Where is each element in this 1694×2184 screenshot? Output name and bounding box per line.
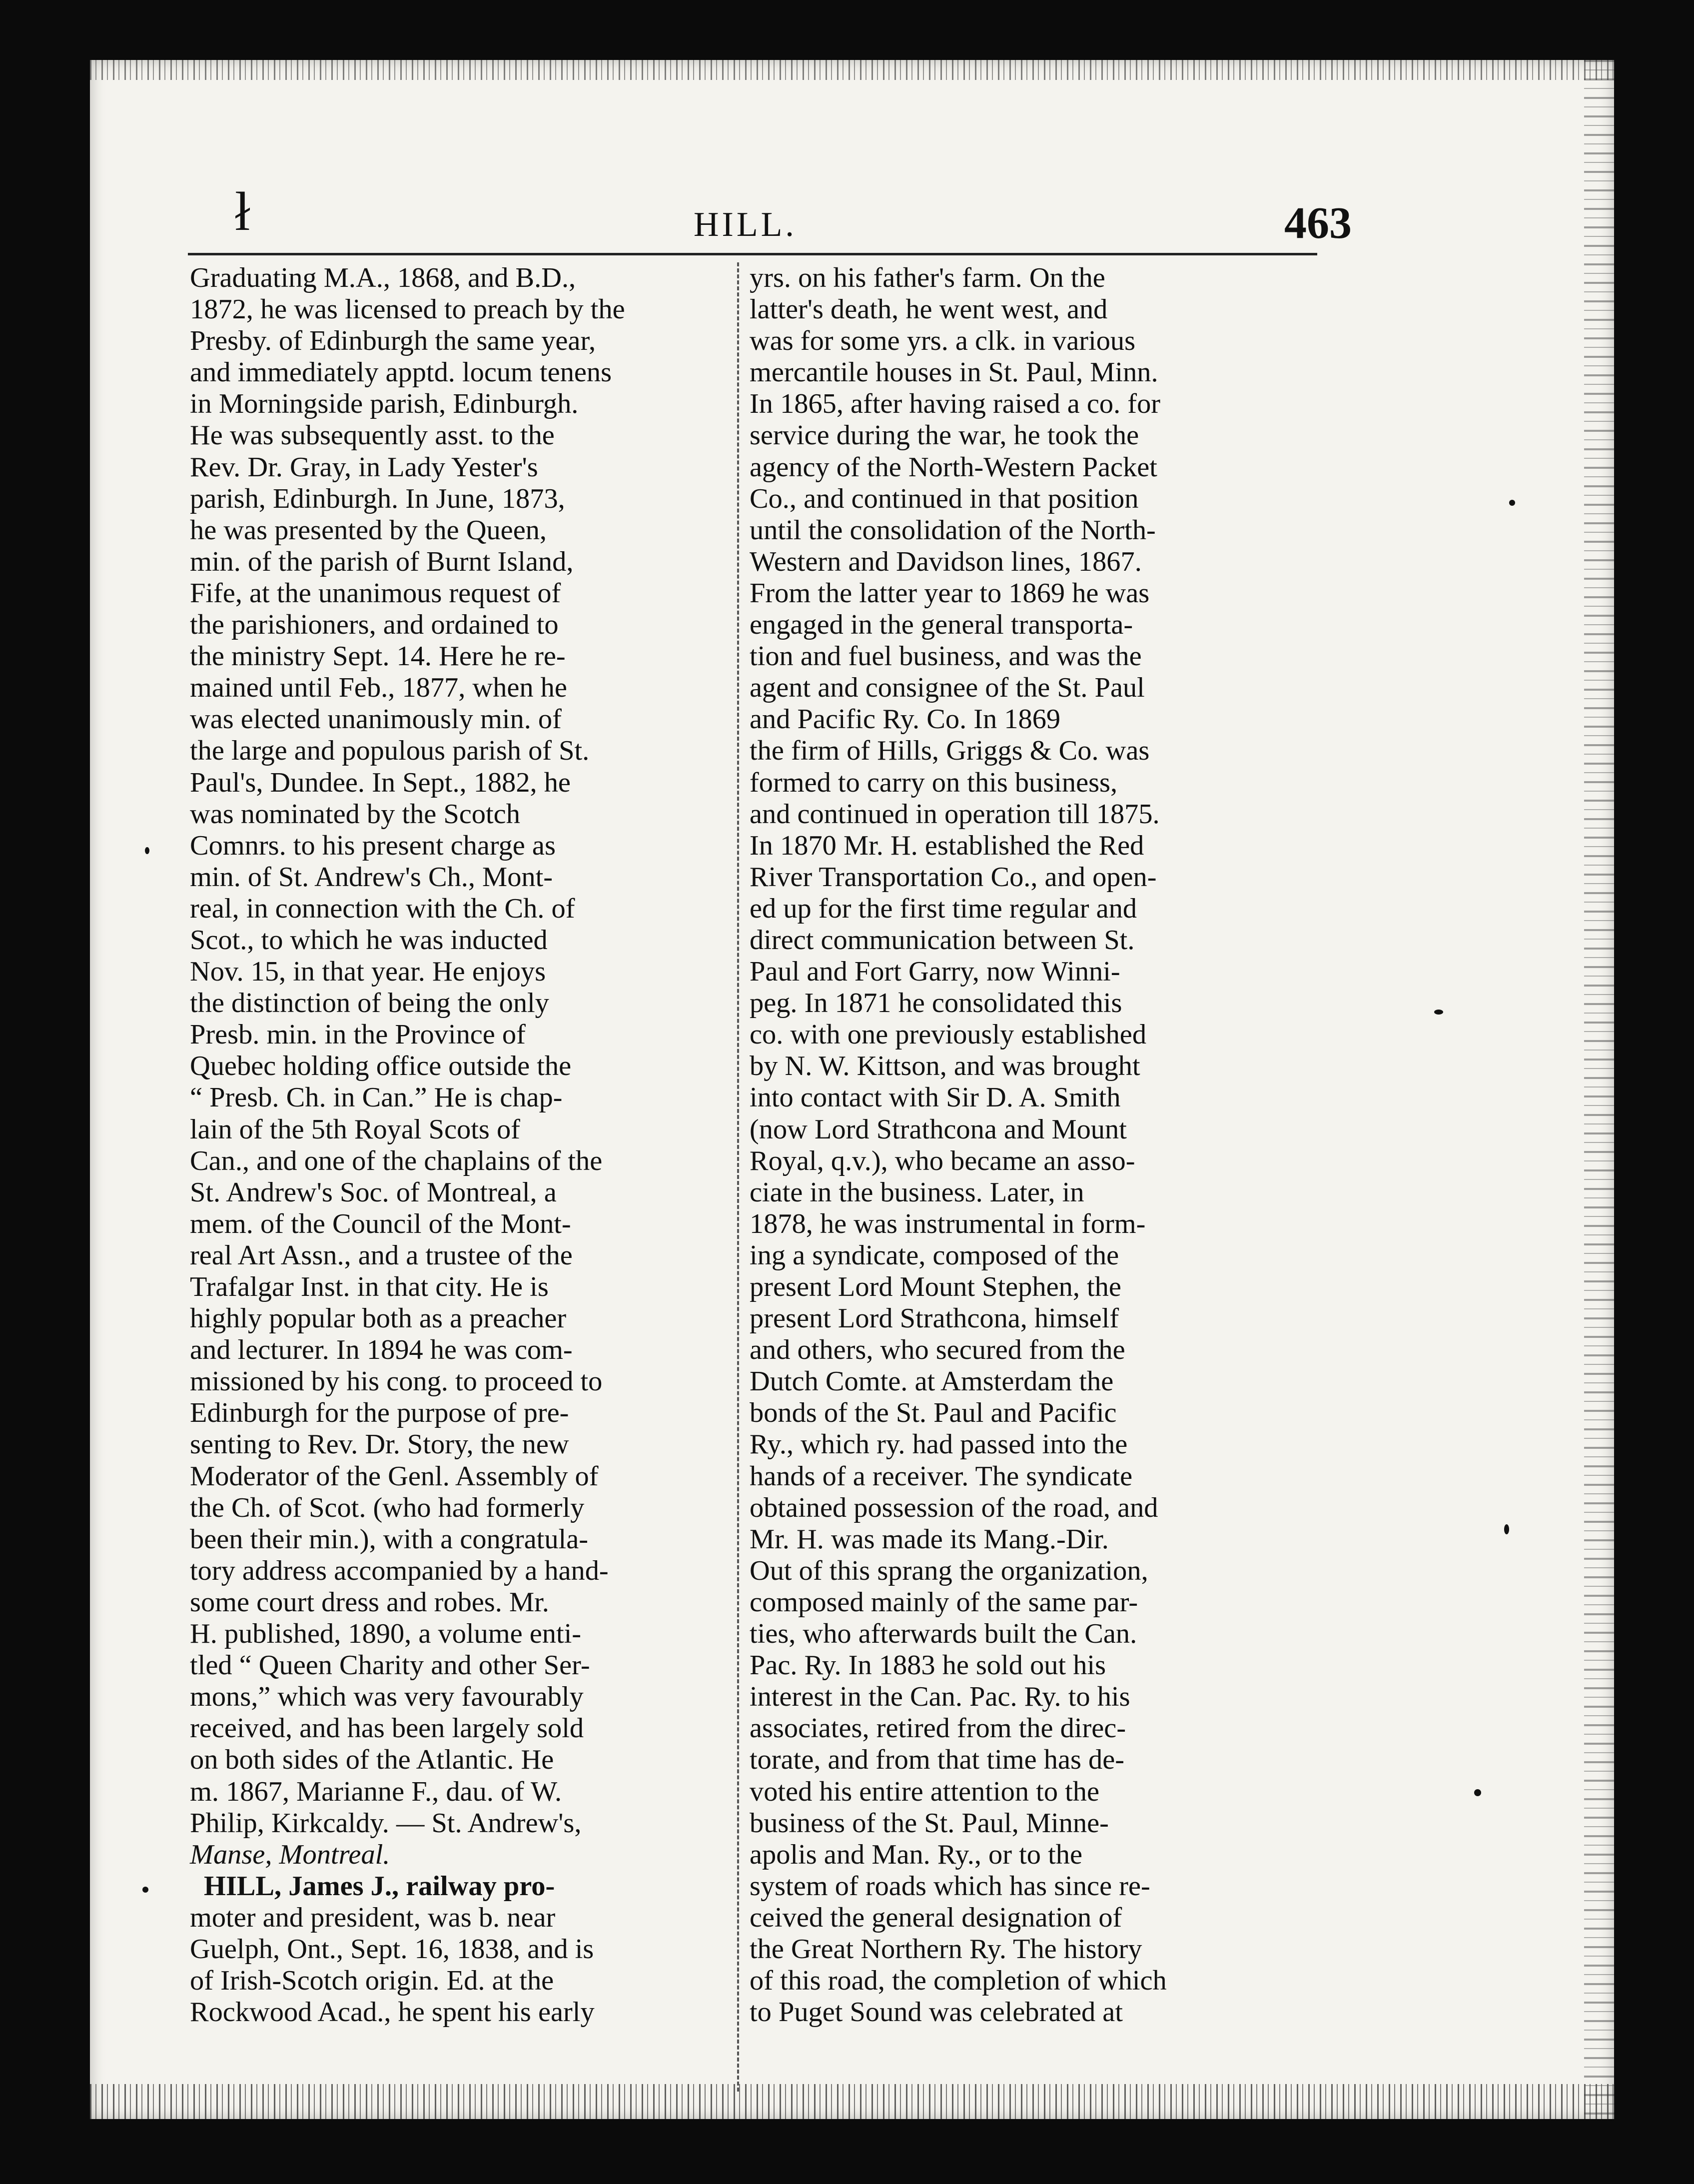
text-line: the Ch. of Scot. (who had formerly — [190, 1492, 585, 1523]
text-line: and continued in operation till 1875. — [750, 798, 1160, 830]
text-line: HILL, James J., railway pro- — [204, 1870, 555, 1902]
left-column — [190, 262, 730, 2028]
text-line: (now Lord Strathcona and Mount — [750, 1113, 1127, 1145]
running-head: HILL. — [694, 205, 797, 244]
text-line: ceived the general designation of — [750, 1902, 1122, 1933]
bottom-edge-noise — [90, 2084, 1614, 2119]
text-line: tion and fuel business, and was the — [750, 641, 1142, 672]
text-line: m. 1867, Marianne F., dau. of W. — [190, 1776, 562, 1807]
text-line: in Morningside parish, Edinburgh. — [190, 388, 579, 420]
text-line: tled “ Queen Charity and other Ser- — [190, 1650, 590, 1681]
text-line: torate, and from that time has de- — [750, 1744, 1125, 1776]
text-line: present Lord Strathcona, himself — [750, 1303, 1119, 1334]
text-line: Dutch Comte. at Amsterdam the — [750, 1366, 1114, 1397]
text-line: been their min.), with a congratula- — [190, 1523, 589, 1555]
text-line: the large and populous parish of St. — [190, 735, 590, 767]
right-column — [750, 262, 1289, 2028]
text-line: latter's death, he went west, and — [750, 294, 1108, 325]
text-line: peg. In 1871 he consolidated this — [750, 988, 1122, 1019]
text-line: the distinction of being the only — [190, 988, 549, 1019]
text-line: moter and president, was b. near — [190, 1902, 556, 1933]
text-line: associates, retired from the direc- — [750, 1713, 1126, 1744]
text-line: 1872, he was licensed to preach by the — [190, 294, 625, 325]
text-line: In 1870 Mr. H. established the Red — [750, 830, 1144, 861]
text-line: and others, who secured from the — [750, 1334, 1125, 1366]
text-line: by N. W. Kittson, and was brought — [750, 1051, 1140, 1082]
text-line: interest in the Can. Pac. Ry. to his — [750, 1681, 1130, 1713]
text-line: Philip, Kirkcaldy. — St. Andrew's, — [190, 1807, 582, 1839]
text-line: Can., and one of the chaplains of the — [190, 1145, 603, 1176]
text-line: to Puget Sound was celebrated at — [750, 1997, 1123, 2028]
text-line: Quebec holding office outside the — [190, 1051, 572, 1082]
text-line: yrs. on his father's farm. On the — [750, 262, 1105, 293]
text-line: Fife, at the unanimous request of — [190, 577, 561, 609]
scan-speck — [1504, 1524, 1509, 1534]
text-line: voted his entire attention to the — [750, 1776, 1100, 1807]
right-edge-noise — [1584, 60, 1614, 2119]
scan-speck — [142, 1887, 148, 1893]
scan-speck — [145, 847, 149, 854]
text-line: Royal, q.v.), who became an asso- — [750, 1145, 1135, 1176]
text-line: co. with one previously established — [750, 1019, 1147, 1051]
scanned-page — [90, 60, 1614, 2119]
text-line: ing a syndicate, composed of the — [750, 1239, 1119, 1271]
text-line: direct communication between St. — [750, 924, 1135, 956]
text-line: St. Andrew's Soc. of Montreal, a — [190, 1176, 557, 1208]
text-line: agency of the North-Western Packet — [750, 451, 1157, 483]
text-line: Comnrs. to his present charge as — [190, 830, 556, 861]
text-line: missioned by his cong. to proceed to — [190, 1366, 603, 1397]
scan-speck — [1509, 500, 1515, 506]
text-line: mons,” which was very favourably — [190, 1681, 584, 1713]
text-line: on both sides of the Atlantic. He — [190, 1744, 554, 1776]
text-line: Graduating M.A., 1868, and B.D., — [190, 262, 576, 293]
text-line: Presby. of Edinburgh the same year, — [190, 325, 596, 357]
text-line: the Great Northern Ry. The history — [750, 1933, 1142, 1965]
text-line: From the latter year to 1869 he was — [750, 577, 1150, 609]
text-line: was nominated by the Scotch — [190, 798, 520, 830]
text-line: Paul and Fort Garry, now Winni- — [750, 956, 1120, 988]
text-line: Out of this sprang the organization, — [750, 1555, 1148, 1586]
text-line: min. of St. Andrew's Ch., Mont- — [190, 861, 553, 893]
text-line: Mr. H. was made its Mang.-Dir. — [750, 1523, 1109, 1555]
text-line: mained until Feb., 1877, when he — [190, 672, 567, 704]
text-line: min. of the parish of Burnt Island, — [190, 546, 574, 577]
text-line: was for some yrs. a clk. in various — [750, 325, 1136, 357]
text-line: obtained possession of the road, and — [750, 1492, 1158, 1523]
text-line: Co., and continued in that position — [750, 483, 1139, 514]
text-line: ciate in the business. Later, in — [750, 1176, 1084, 1208]
text-line: and Pacific Ry. Co. In 1869 — [750, 704, 1061, 735]
text-line: Manse, Montreal. — [190, 1839, 390, 1870]
text-line: lain of the 5th Royal Scots of — [190, 1113, 520, 1145]
text-line: highly popular both as a preacher — [190, 1303, 567, 1334]
text-line: Rev. Dr. Gray, in Lady Yester's — [190, 451, 538, 483]
text-line: Pac. Ry. In 1883 he sold out his — [750, 1650, 1106, 1681]
text-line: In 1865, after having raised a co. for — [750, 388, 1161, 420]
text-line: business of the St. Paul, Minne- — [750, 1807, 1109, 1839]
page-number: 463 — [1284, 198, 1352, 248]
text-line: of this road, the completion of which — [750, 1965, 1167, 1997]
text-line: system of roads which has since re- — [750, 1870, 1150, 1902]
text-line: he was presented by the Queen, — [190, 514, 547, 546]
text-line: engaged in the general transporta- — [750, 609, 1133, 641]
text-line: tory address accompanied by a hand- — [190, 1555, 609, 1586]
text-line: mercantile houses in St. Paul, Minn. — [750, 357, 1158, 388]
text-line: agent and consignee of the St. Paul — [750, 672, 1145, 704]
text-line: of Irish-Scotch origin. Ed. at the — [190, 1965, 554, 1997]
text-line: service during the war, he took the — [750, 420, 1139, 451]
text-line: Scot., to which he was inducted — [190, 924, 548, 956]
text-line: hands of a receiver. The syndicate — [750, 1460, 1133, 1492]
text-line: parish, Edinburgh. In June, 1873, — [190, 483, 565, 514]
text-line: H. published, 1890, a volume enti- — [190, 1618, 582, 1650]
header-rule — [188, 253, 1317, 255]
text-line: Guelph, Ont., Sept. 16, 1838, and is — [190, 1933, 594, 1965]
text-line: composed mainly of the same par- — [750, 1586, 1138, 1618]
text-line: Nov. 15, in that year. He enjoys — [190, 956, 546, 988]
text-line: Presb. min. in the Province of — [190, 1019, 526, 1051]
text-line: until the consolidation of the North- — [750, 514, 1156, 546]
text-line: the ministry Sept. 14. Here he re- — [190, 641, 566, 672]
text-line: ties, who afterwards built the Can. — [750, 1618, 1137, 1650]
text-line: River Transportation Co., and open- — [750, 861, 1157, 893]
text-line: Rockwood Acad., he spent his early — [190, 1997, 595, 2028]
scan-speck — [1434, 1010, 1443, 1015]
text-line: 1878, he was instrumental in form- — [750, 1208, 1146, 1239]
text-line: Western and Davidson lines, 1867. — [750, 546, 1142, 577]
margin-mark: ł — [235, 181, 250, 242]
text-line: received, and has been largely sold — [190, 1713, 584, 1744]
text-line: the firm of Hills, Griggs & Co. was — [750, 735, 1150, 767]
text-line: ed up for the first time regular and — [750, 893, 1137, 924]
text-line: formed to carry on this business, — [750, 767, 1118, 798]
text-line: some court dress and robes. Mr. — [190, 1586, 549, 1618]
text-line: “ Presb. Ch. in Can.” He is chap- — [190, 1082, 563, 1113]
text-line: He was subsequently asst. to the — [190, 420, 555, 451]
text-line: and immediately apptd. locum tenens — [190, 357, 612, 388]
text-line: real, in connection with the Ch. of — [190, 893, 575, 924]
text-line: into contact with Sir D. A. Smith — [750, 1082, 1121, 1113]
text-line: and lecturer. In 1894 he was com- — [190, 1334, 573, 1366]
column-divider — [737, 262, 739, 2092]
top-edge-noise — [90, 60, 1614, 80]
text-line: mem. of the Council of the Mont- — [190, 1208, 571, 1239]
text-line: Ry., which ry. had passed into the — [750, 1429, 1128, 1460]
text-line: apolis and Man. Ry., or to the — [750, 1839, 1082, 1870]
text-line: senting to Rev. Dr. Story, the new — [190, 1429, 569, 1460]
text-line: Edinburgh for the purpose of pre- — [190, 1397, 569, 1429]
text-line: Trafalgar Inst. in that city. He is — [190, 1271, 549, 1302]
text-line: the parishioners, and ordained to — [190, 609, 559, 641]
text-line: Moderator of the Genl. Assembly of — [190, 1460, 599, 1492]
text-line: Paul's, Dundee. In Sept., 1882, he — [190, 767, 571, 798]
text-line: present Lord Mount Stephen, the — [750, 1271, 1121, 1302]
scan-speck — [1474, 1789, 1481, 1796]
text-line: real Art Assn., and a trustee of the — [190, 1239, 573, 1271]
text-line: bonds of the St. Paul and Pacific — [750, 1397, 1117, 1429]
text-line: was elected unanimously min. of — [190, 704, 562, 735]
